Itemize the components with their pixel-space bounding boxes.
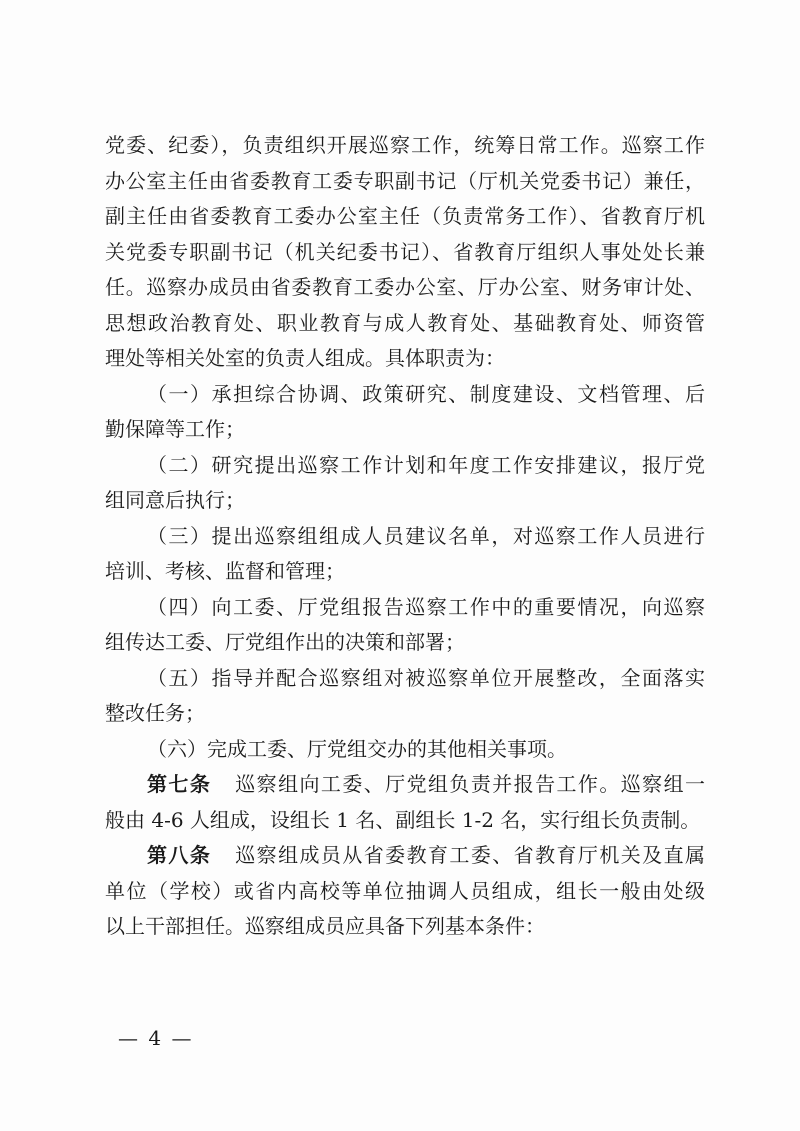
article-7-text: 巡察组向工委、厅党组负责并报告工作。巡察组一 bbox=[235, 772, 705, 796]
article-8-heading: 第八条 bbox=[147, 843, 212, 867]
paragraph-line: 办公室主任由省委教育工委专职副书记（厅机关党委书记）兼任， bbox=[105, 168, 705, 193]
paragraph-line: 关党委专职副书记（机关纪委书记）、省教育厅组织人事处处长兼 bbox=[105, 239, 705, 264]
duty-item-2-line: （二）研究提出巡察工作计划和年度工作安排建议，报厅党 bbox=[147, 452, 705, 477]
duty-item-2-line: 组同意后执行； bbox=[105, 488, 245, 512]
duty-item-3-line: （三）提出巡察组组成人员建议名单，对巡察工作人员进行 bbox=[147, 523, 705, 548]
article-8-line: 以上干部担任。巡察组成员应具备下列基本条件： bbox=[105, 914, 545, 938]
article-8-line bbox=[105, 838, 705, 874]
paragraph-line: 思想政治教育处、职业教育与成人教育处、基础教育处、师资管 bbox=[105, 310, 705, 335]
duty-item-6-line: （六）完成工委、厅党组交办的其他相关事项。 bbox=[147, 736, 567, 761]
article-7-line bbox=[105, 767, 705, 803]
page-number: — 4 — bbox=[118, 1026, 194, 1050]
duty-item-4-line: （四）向工委、厅党组报告巡察工作中的重要情况，向巡察 bbox=[147, 594, 705, 619]
duty-item-1-line: 勤保障等工作； bbox=[105, 417, 245, 441]
paragraph-line: 任。巡察办成员由省委教育工委办公室、厅办公室、财务审计处、 bbox=[105, 275, 705, 299]
article-7-heading: 第七条 bbox=[147, 772, 212, 796]
duty-item-5-line: 整改任务； bbox=[105, 701, 205, 725]
article-8-line: 单位（学校）或省内高校等单位抽调人员组成，组长一般由处级 bbox=[105, 878, 705, 903]
duty-item-3-line: 培训、考核、监督和管理； bbox=[105, 559, 345, 583]
paragraph-line: 副主任由省委教育工委办公室主任（负责常务工作）、省教育厅机 bbox=[105, 204, 705, 228]
paragraph-line: 党委、纪委），负责组织开展巡察工作，统筹日常工作。巡察工作 bbox=[105, 133, 705, 157]
paragraph-line: 理处等相关处室的负责人组成。具体职责为： bbox=[105, 346, 505, 370]
duty-item-5-line: （五）指导并配合巡察组对被巡察单位开展整改，全面落实 bbox=[147, 665, 705, 690]
document-body bbox=[105, 128, 705, 945]
duty-item-1-line: （一）承担综合协调、政策研究、制度建设、文档管理、后 bbox=[147, 381, 705, 406]
article-7-line: 般由 4-6 人组成，设组长 1 名、副组长 1-2 名，实行组长负责制。 bbox=[105, 807, 701, 832]
article-8-text: 巡察组成员从省委教育工委、省教育厅机关及直属 bbox=[235, 843, 705, 867]
duty-item-4-line: 组传达工委、厅党组作出的决策和部署； bbox=[105, 630, 465, 654]
